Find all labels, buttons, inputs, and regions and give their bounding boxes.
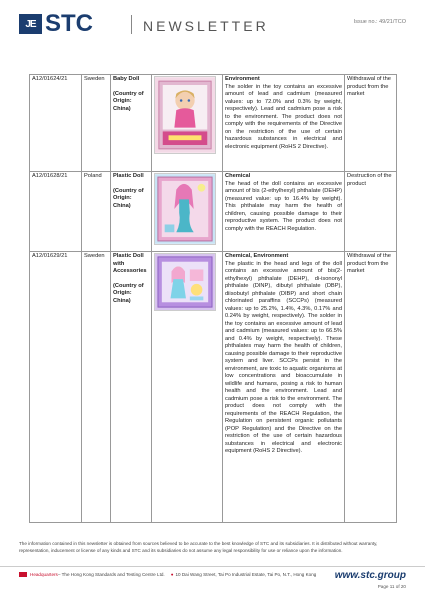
logo-mark: JE [19,14,42,34]
table-row [30,172,397,252]
recall-table [29,74,397,523]
description-cell [223,172,345,252]
product-origin: (Country of Origin: China) [113,90,144,112]
measure-cell: Withdrawal of the product from the market [345,75,397,172]
country-cell: Sweden [82,75,111,172]
company-address: 10 Dai Wang Street, Tai Po Industrial Estate, Tai Po, N.T., Hong Kong [175,572,317,577]
website-link[interactable]: www.stc.group [334,570,406,581]
table-row [30,252,397,523]
hq-label: Headquarters [30,572,58,577]
measure-cell: Withdrawal of the product from the market [345,252,397,523]
doll-with-accessories-image [154,253,216,311]
product-name: Plastic Doll [113,173,144,179]
measure-cell: Destruction of the product [345,172,397,252]
description-cell [223,75,345,172]
page-header [0,0,425,46]
company-name: – The Hong Kong Standards and Testing Centre Ltd. [57,572,165,577]
newsletter-title: NEWSLETTER [143,18,269,34]
ref-cell: A12/01628/21 [30,172,82,252]
country-cell: Sweden [82,252,111,523]
image-cell [152,172,223,252]
country-cell: Poland [82,172,111,252]
footer-divider [0,566,425,567]
stc-logo [19,10,93,37]
ref-cell: A12/01629/21 [30,252,82,523]
page-number: Page 11 of 20 [377,584,406,589]
image-cell [152,252,223,523]
issue-number: Issue no.: 49/21/TCO [353,19,406,25]
product-cell [111,172,152,252]
location-pin-icon: ● [170,572,174,577]
header-divider [131,15,132,34]
product-cell [111,252,152,523]
risk-description: The plastic in the head and legs of the doll contains an excessive amount of bis(2-ethylhexyl) phthalate (DEHP), di-isononyl phthalate (DINP), dibutyl phthalate (DBP), diisobutyl phthalate (DIBP) and short chain chlorinated paraffins (SCCPs) (measured values: up to 25.2%, 1.4%, 4.3%, 0.17% and 0.24% by weight, respectively). The solder in the toy contains an excessive amount of lead and cadmium (measured values: up to 66.5% and 0.4% by weight, respectively). These phthalates may harm the health of children, causing possible damage to their reproductive system and liver. SCCPs persist in the environment, are toxic to aquatic organisms at low concentrations and bioaccumulate in wildlife and humans, posing a risk to human health and the environment. Lead and cadmium pose a risk to the environment. The product does not comply with the requirements of the REACH Regulation, the Regulation on persistent organic pollutants (POP Regulation) and the Directive on the restriction of the use of certain hazardous substances in electrical and electronic equipment (RoHS 2 Directive). [225,260,342,454]
hong-kong-flag-icon [19,572,27,577]
product-origin: (Country of Origin: China) [113,282,144,304]
product-name: Baby Doll [113,76,140,82]
risk-description: The head of the doll contains an excessive amount of bis (2-ethylhexyl) phthalate (DEHP) (measured value: up to 16.4% by weight). This phthalate may harm the health of children, causing possible damage to their reproductive system. The product does not comply with the REACH Regulation. [225,180,342,232]
image-cell [152,75,223,172]
mermaid-doll-image [154,173,216,245]
page-footer [19,572,316,577]
product-origin: (Country of Origin: China) [113,187,144,209]
logo-text: STC [45,10,93,37]
disclaimer-text: The information contained in this newsletter is obtained from sources believed to be accurate to the best knowledge of STC and its subsidiaries. It is distributed without warranty, representation, inducement or license of any kinds and STC and its subsidiaries do not assume any legal responsibility for use or reliance upon the information. [19,541,378,553]
product-name: Plastic Doll with Accessories [113,253,147,274]
description-cell [223,252,345,523]
risk-type: Chemical [225,173,251,179]
risk-type: Chemical, Environment [225,253,289,259]
risk-description: The solder in the toy contains an excessive amount of lead and cadmium (measured values: up to 72.0% and 0.3% by weight, respectively). Lead and cadmium pose a risk to the environment. The product does not comply with the requirements of the Directive on the restriction of the use of certain hazardous substances in electrical and electronic equipment (RoHS 2 Directive). [225,83,342,150]
table-row [30,75,397,172]
product-cell [111,75,152,172]
baby-doll-image [154,76,216,154]
risk-type: Environment [225,76,260,82]
ref-cell: A12/01624/21 [30,75,82,172]
